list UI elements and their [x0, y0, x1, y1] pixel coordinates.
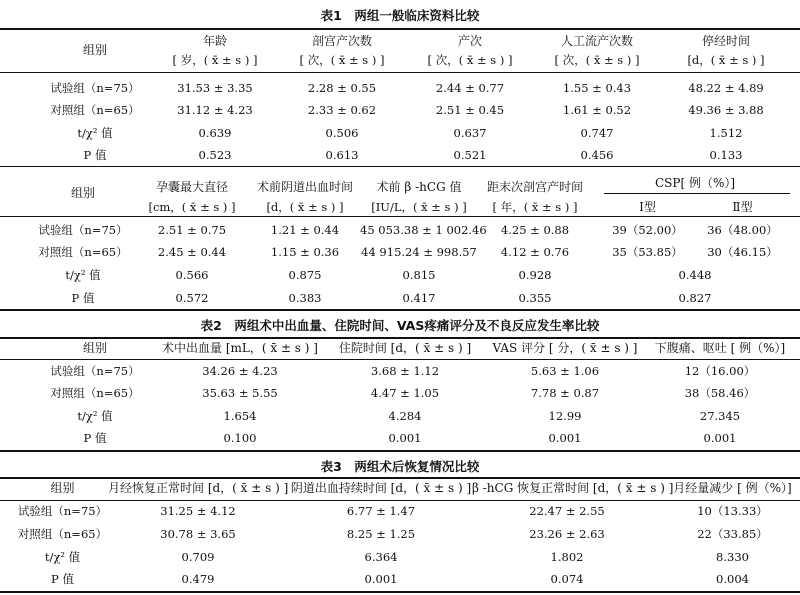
- table-cell: 22.47 ± 2.55: [529, 504, 605, 518]
- table-row-label: 对照组（n=65）: [50, 103, 140, 117]
- t1-col-bleeding-time: 术前阴道出血时间: [256, 180, 353, 194]
- table-cell: 0.100: [223, 431, 257, 445]
- table-cell: 22（33.85）: [697, 527, 768, 541]
- t1-col-hcg-unit: [IU/L，( x̄ ± s ) ]: [371, 200, 467, 214]
- table-cell: 23.26 ± 2.63: [529, 527, 605, 541]
- table-cell: 0.383: [288, 291, 322, 305]
- table-row-label: P 值: [83, 431, 107, 445]
- t3-header-menses-reduced: 月经量减少 [ 例（%）]: [673, 481, 792, 495]
- t1-col-amenorrhea: 停经时间: [701, 34, 750, 48]
- t3-header-group: 组别: [50, 481, 75, 495]
- table-cell: 0.613: [325, 148, 359, 162]
- table-cell: 5.63 ± 1.06: [530, 364, 600, 378]
- table-cell: 7.78 ± 0.87: [530, 386, 600, 400]
- table-cell: 38（58.46）: [684, 386, 756, 400]
- table-cell: 0.479: [181, 572, 215, 586]
- table-cell: 0.637: [453, 126, 487, 140]
- t1-col-abortion-unit: [ 次，( x̄ ± s ) ]: [554, 53, 640, 67]
- t1-col-amenorrhea-unit: [d，( x̄ ± s ) ]: [687, 53, 765, 67]
- table-row-label: 对照组（n=65）: [38, 245, 128, 259]
- t1-col-sac-diameter: 孕囊最大直径: [155, 180, 228, 194]
- table-cell: 2.45 ± 0.44: [157, 245, 227, 259]
- table-cell: 1.654: [223, 409, 257, 423]
- table-cell: 0.448: [678, 268, 712, 282]
- table-cell: 0.001: [388, 431, 422, 445]
- table2-top-rule: [0, 337, 800, 339]
- table-cell: 1.15 ± 0.36: [270, 245, 340, 259]
- table-cell: 39（52.00）: [612, 223, 683, 237]
- table-cell: 0.572: [175, 291, 209, 305]
- t1-col-abortion: 人工流产次数: [560, 34, 633, 48]
- table-cell: 0.001: [548, 431, 582, 445]
- table-row-label: 试验组（n=75）: [17, 504, 108, 518]
- table-cell: 0.506: [325, 126, 359, 140]
- table-cell: 12.99: [548, 409, 582, 423]
- table-cell: 2.33 ± 0.62: [307, 103, 377, 117]
- t1-col-age-unit: [ 岁，( x̄ ± s ) ]: [172, 53, 258, 67]
- table-cell: 45 053.38 ± 1 002.46: [360, 223, 487, 237]
- t1-col-cesarean: 剖宫产次数: [311, 34, 372, 48]
- table3-top-rule: [0, 477, 800, 479]
- table-cell: 12（16.00）: [684, 364, 756, 378]
- table-cell: 0.355: [518, 291, 552, 305]
- t1-col-csp-type1: Ⅰ型: [639, 200, 656, 214]
- table2-caption: 表2 两组术中出血量、住院时间、VAS疼痛评分及不良反应发生率比较: [200, 318, 600, 333]
- table-cell: 0.566: [175, 268, 209, 282]
- t1-col-parity: 产次: [457, 34, 482, 48]
- table-cell: 1.55 ± 0.43: [562, 81, 632, 95]
- table-cell: 0.001: [364, 572, 398, 586]
- table-cell: 0.639: [198, 126, 232, 140]
- table-cell: 0.001: [703, 431, 737, 445]
- table-row-label: 试验组（n=75）: [50, 364, 140, 378]
- table-cell: 27.345: [699, 409, 741, 423]
- table2-header-rule: [0, 359, 800, 360]
- table-cell: 2.51 ± 0.45: [435, 103, 505, 117]
- table1-header-rule: [0, 72, 800, 73]
- table-cell: 0.747: [580, 126, 614, 140]
- t3-header-menses: 月经恢复正常时间 [d，( x̄ ± s ) ]: [108, 481, 289, 495]
- table-cell: 10（13.33）: [697, 504, 768, 518]
- t1-col-bleeding-time-unit: [d，( x̄ ± s ) ]: [266, 200, 344, 214]
- table-cell: 8.330: [716, 550, 749, 564]
- table-row-label: P 值: [51, 572, 74, 586]
- table-cell: 0.074: [550, 572, 584, 586]
- table-row-label: P 值: [83, 148, 107, 162]
- table-cell: 1.802: [550, 550, 584, 564]
- table-cell: 8.25 ± 1.25: [346, 527, 416, 541]
- table-cell: 0.875: [288, 268, 322, 282]
- table-cell: 35（53.85）: [612, 245, 683, 259]
- table-cell: 6.364: [364, 550, 398, 564]
- table-cell: 6.77 ± 1.47: [346, 504, 416, 518]
- table-cell: 4.12 ± 0.76: [500, 245, 570, 259]
- table-cell: 1.61 ± 0.52: [562, 103, 632, 117]
- table-cell: 0.417: [402, 291, 436, 305]
- table-row-label: 试验组（n=75）: [50, 81, 140, 95]
- table-cell: 30（46.15）: [707, 245, 778, 259]
- table-cell: 4.284: [388, 409, 422, 423]
- table1-caption: 表1 两组一般临床资料比较: [320, 8, 480, 23]
- table-cell: 0.827: [678, 291, 712, 305]
- t1-col-since-cesarean-unit: [ 年，( x̄ ± s ) ]: [492, 200, 578, 214]
- table-cell: 44 915.24 ± 998.57: [361, 245, 477, 259]
- t1-col-sac-diameter-unit: [cm，( x̄ ± s ) ]: [148, 200, 236, 214]
- t3-header-bleeding: 阴道出血持续时间 [d，( x̄ ± s ) ]: [290, 481, 472, 495]
- table-cell: 0.133: [709, 148, 743, 162]
- t2-header-adverse: 下腹痛、呕吐 [ 例（%）]: [654, 341, 786, 355]
- table3-header-rule: [0, 500, 800, 501]
- table-cell: 2.44 ± 0.77: [435, 81, 505, 95]
- table-cell: 2.51 ± 0.75: [157, 223, 227, 237]
- table-cell: 35.63 ± 5.55: [202, 386, 278, 400]
- csp-sub-rule: [604, 193, 790, 194]
- table-cell: 0.709: [181, 550, 215, 564]
- t1-col-csp: CSP[ 例（%）]: [654, 176, 736, 190]
- t2-header-group: 组别: [82, 341, 107, 355]
- table-cell: 0.004: [716, 572, 749, 586]
- table2-bottom-rule: [0, 450, 800, 452]
- table-cell: 3.68 ± 1.12: [370, 364, 440, 378]
- table-row-label: P 值: [71, 291, 95, 305]
- t3-header-hcg: β -hCG 恢复正常时间 [d，( x̄ ± s ) ]: [472, 481, 674, 495]
- t1-col-age: 年龄: [202, 34, 227, 48]
- table1-header-rule-b: [0, 216, 800, 217]
- table-cell: 2.28 ± 0.55: [307, 81, 377, 95]
- table-cell: 0.815: [402, 268, 436, 282]
- table-cell: 0.928: [518, 268, 552, 282]
- t1-group-header: 组别: [82, 43, 107, 57]
- table3-caption: 表3 两组术后恢复情况比较: [320, 459, 480, 474]
- table-cell: 48.22 ± 4.89: [688, 81, 764, 95]
- table-cell: 4.47 ± 1.05: [370, 386, 440, 400]
- table-cell: 49.36 ± 3.88: [688, 103, 764, 117]
- t1-col-parity-unit: [ 次，( x̄ ± s ) ]: [427, 53, 513, 67]
- table-cell: 31.53 ± 3.35: [177, 81, 253, 95]
- table-row-label: 试验组（n=75）: [38, 223, 128, 237]
- table-cell: 0.523: [198, 148, 232, 162]
- table-cell: 1.512: [709, 126, 743, 140]
- table-cell: 31.12 ± 4.23: [177, 103, 253, 117]
- t1-col-since-cesarean: 距末次剖宫产时间: [486, 180, 583, 194]
- table-row-label: t/χ² 值: [77, 409, 113, 423]
- table-row-label: t/χ² 值: [65, 268, 101, 282]
- t1-col-csp-type2: Ⅱ型: [732, 200, 753, 214]
- table1-bottom-rule: [0, 309, 800, 311]
- table-cell: 30.78 ± 3.65: [160, 527, 236, 541]
- table-cell: 0.521: [453, 148, 487, 162]
- table-cell: 1.21 ± 0.44: [270, 223, 340, 237]
- t1-col-hcg: 术前 β -hCG 值: [376, 180, 462, 194]
- table-row-label: t/χ² 值: [44, 550, 81, 564]
- table1-mid-rule-1: [0, 166, 800, 167]
- table3-bottom-rule: [0, 591, 800, 593]
- table-cell: 4.25 ± 0.88: [500, 223, 570, 237]
- table-cell: 0.456: [580, 148, 614, 162]
- table-row-label: 对照组（n=65）: [50, 386, 140, 400]
- t2-header-blood-loss: 术中出血量 [mL，( x̄ ± s ) ]: [162, 341, 318, 355]
- t2-header-vas: VAS 评分 [ 分，( x̄ ± s ) ]: [492, 341, 638, 355]
- table-row-label: t/χ² 值: [77, 126, 113, 140]
- t2-header-hospital-stay: 住院时间 [d，( x̄ ± s ) ]: [338, 341, 472, 355]
- table-cell: 31.25 ± 4.12: [160, 504, 236, 518]
- table-row-label: 对照组（n=65）: [17, 527, 108, 541]
- table-cell: 34.26 ± 4.23: [202, 364, 278, 378]
- table1-top-rule: [0, 28, 800, 30]
- table-cell: 36（48.00）: [707, 223, 778, 237]
- t1-group-header-b: 组别: [70, 186, 95, 200]
- t1-col-cesarean-unit: [ 次，( x̄ ± s ) ]: [299, 53, 385, 67]
